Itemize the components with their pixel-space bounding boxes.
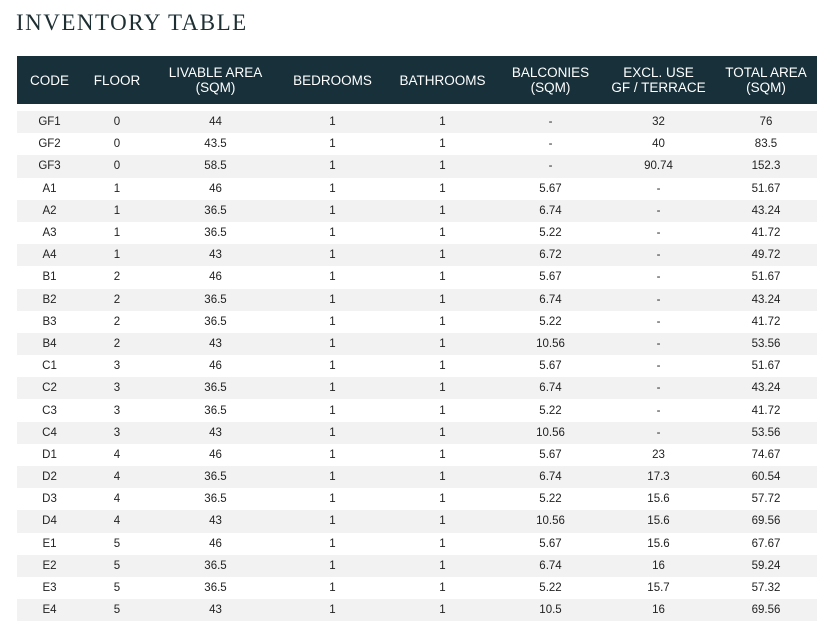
table-row	[17, 222, 817, 244]
cell-total-area: 69.56	[751, 604, 781, 617]
cell-floor: 4	[113, 471, 121, 484]
header-excl-use: EXCL. USE GF / TERRACE	[611, 65, 706, 95]
cell-floor: 1	[113, 204, 121, 217]
cell-code: E2	[42, 559, 57, 572]
table-row	[17, 577, 817, 599]
table-row	[17, 399, 817, 421]
cell-excl-use: -	[656, 204, 661, 217]
cell-livable-area: 36.5	[204, 404, 227, 417]
cell-livable-area: 46	[209, 537, 222, 550]
header-row	[17, 56, 817, 104]
cell-code: C1	[42, 360, 57, 373]
cell-livable-area: 36.5	[204, 315, 227, 328]
cell-livable-area: 36.5	[204, 204, 227, 217]
cell-livable-area: 43	[209, 249, 222, 262]
cell-bathrooms: 1	[439, 382, 446, 395]
cell-floor: 1	[113, 249, 121, 262]
cell-livable-area: 43.5	[204, 138, 227, 151]
cell-balconies: 6.72	[539, 249, 562, 262]
cell-code: B1	[42, 271, 57, 284]
cell-total-area: 60.54	[751, 471, 781, 484]
cell-balconies: 5.67	[539, 271, 562, 284]
cell-livable-area: 36.5	[204, 559, 227, 572]
cell-livable-area: 36.5	[204, 471, 227, 484]
cell-code: C3	[42, 404, 57, 417]
cell-balconies: 5.22	[539, 315, 562, 328]
cell-code: A4	[42, 249, 57, 262]
cell-excl-use: 16	[652, 604, 665, 617]
cell-total-area: 53.56	[751, 426, 781, 439]
cell-excl-use: 40	[652, 138, 665, 151]
cell-bedrooms: 1	[329, 448, 336, 461]
table-row	[17, 533, 817, 555]
table-row	[17, 266, 817, 288]
cell-livable-area: 43	[209, 337, 222, 350]
cell-bedrooms: 1	[329, 515, 336, 528]
cell-total-area: 74.67	[751, 448, 781, 461]
cell-balconies: 10.5	[539, 604, 562, 617]
cell-total-area: 57.72	[751, 493, 781, 506]
header-total-area: TOTAL AREA (SQM)	[725, 65, 807, 95]
cell-excl-use: 90.74	[644, 160, 673, 173]
cell-balconies: 5.67	[539, 537, 562, 550]
cell-total-area: 59.24	[751, 559, 781, 572]
cell-excl-use: -	[656, 271, 661, 284]
table-row	[17, 599, 817, 621]
cell-excl-use: -	[656, 293, 661, 306]
cell-code: GF3	[38, 160, 61, 173]
cell-bathrooms: 1	[439, 404, 446, 417]
cell-bathrooms: 1	[439, 227, 446, 240]
cell-floor: 3	[113, 360, 121, 373]
table-header	[17, 56, 817, 104]
cell-bathrooms: 1	[439, 537, 446, 550]
cell-total-area: 49.72	[751, 249, 781, 262]
cell-floor: 3	[113, 404, 121, 417]
cell-livable-area: 43	[209, 515, 222, 528]
cell-bedrooms: 1	[329, 271, 336, 284]
cell-code: B2	[42, 293, 57, 306]
cell-bathrooms: 1	[439, 604, 446, 617]
cell-excl-use: -	[656, 360, 661, 373]
cell-total-area: 43.24	[751, 204, 781, 217]
cell-total-area: 43.24	[751, 293, 781, 306]
cell-excl-use: -	[656, 249, 661, 262]
cell-livable-area: 36.5	[204, 493, 227, 506]
cell-floor: 5	[113, 537, 121, 550]
cell-bedrooms: 1	[329, 537, 336, 550]
cell-code: D2	[42, 471, 57, 484]
cell-balconies: 6.74	[539, 471, 562, 484]
page-title: INVENTORY TABLE	[16, 10, 248, 35]
cell-balconies: -	[548, 116, 553, 129]
header-floor: FLOOR	[93, 72, 141, 88]
cell-code: D4	[42, 515, 57, 528]
table-row	[17, 178, 817, 200]
cell-total-area: 57.32	[751, 582, 781, 595]
cell-excl-use: 23	[652, 448, 665, 461]
cell-bathrooms: 1	[439, 448, 446, 461]
cell-bathrooms: 1	[439, 271, 446, 284]
cell-livable-area: 44	[209, 116, 222, 129]
cell-balconies: 5.22	[539, 493, 562, 506]
header-livable-area: LIVABLE AREA (SQM)	[168, 65, 263, 95]
cell-total-area: 83.5	[754, 138, 778, 151]
cell-total-area: 53.56	[751, 337, 781, 350]
header-code: CODE	[29, 72, 69, 88]
cell-livable-area: 46	[209, 182, 222, 195]
cell-bedrooms: 1	[329, 315, 336, 328]
cell-excl-use: 15.6	[647, 537, 670, 550]
cell-code: A2	[42, 204, 57, 217]
cell-balconies: -	[548, 160, 553, 173]
cell-livable-area: 46	[209, 360, 222, 373]
cell-bedrooms: 1	[329, 249, 336, 262]
inventory-table	[17, 56, 817, 621]
cell-balconies: 6.74	[539, 293, 562, 306]
table-row	[17, 555, 817, 577]
table-row	[17, 333, 817, 355]
cell-balconies: 6.74	[539, 559, 562, 572]
cell-floor: 2	[113, 293, 121, 306]
cell-balconies: 10.56	[536, 515, 565, 528]
cell-livable-area: 36.5	[204, 293, 227, 306]
cell-bathrooms: 1	[439, 559, 446, 572]
cell-total-area: 51.67	[751, 271, 781, 284]
cell-bedrooms: 1	[329, 404, 336, 417]
cell-bathrooms: 1	[439, 116, 446, 129]
cell-bathrooms: 1	[439, 582, 446, 595]
table-row	[17, 244, 817, 266]
header-bathrooms: BATHROOMS	[399, 72, 486, 88]
cell-code: D1	[42, 448, 57, 461]
cell-total-area: 76	[759, 116, 773, 129]
cell-floor: 5	[113, 559, 121, 572]
cell-balconies: 5.22	[539, 404, 562, 417]
table-row	[17, 355, 817, 377]
spacer-row	[17, 104, 817, 111]
cell-floor: 1	[113, 227, 121, 240]
cell-balconies: 6.74	[539, 204, 562, 217]
cell-code: E3	[42, 582, 57, 595]
cell-livable-area: 36.5	[204, 582, 227, 595]
cell-code: A1	[42, 182, 57, 195]
cell-balconies: 5.22	[539, 227, 562, 240]
cell-code: A3	[42, 227, 57, 240]
cell-livable-area: 36.5	[204, 382, 227, 395]
cell-bathrooms: 1	[439, 493, 446, 506]
table-row	[17, 200, 817, 222]
header-bedrooms: BEDROOMS	[293, 72, 372, 88]
cell-excl-use: -	[656, 382, 661, 395]
cell-livable-area: 43	[209, 604, 222, 617]
cell-bathrooms: 1	[439, 315, 446, 328]
cell-floor: 0	[113, 138, 121, 151]
cell-total-area: 43.24	[751, 382, 781, 395]
table-row	[17, 488, 817, 510]
cell-floor: 3	[113, 426, 121, 439]
cell-bathrooms: 1	[439, 337, 446, 350]
table-row	[17, 466, 817, 488]
cell-livable-area: 46	[209, 448, 222, 461]
cell-bathrooms: 1	[439, 360, 446, 373]
cell-total-area: 51.67	[751, 360, 781, 373]
cell-floor: 2	[113, 271, 121, 284]
cell-excl-use: 15.7	[647, 582, 670, 595]
cell-excl-use: -	[656, 315, 661, 328]
cell-total-area: 41.72	[751, 315, 781, 328]
table-row	[17, 133, 817, 155]
cell-balconies: 6.74	[539, 382, 562, 395]
cell-balconies: 10.56	[536, 426, 565, 439]
cell-floor: 1	[113, 182, 121, 195]
inventory-table-container	[17, 56, 817, 621]
cell-excl-use: 15.6	[647, 493, 670, 506]
cell-code: E4	[42, 604, 57, 617]
header-spacer	[17, 104, 817, 111]
cell-bedrooms: 1	[329, 337, 336, 350]
cell-excl-use: -	[656, 182, 661, 195]
cell-total-area: 67.67	[751, 537, 781, 550]
cell-total-area: 41.72	[751, 404, 781, 417]
cell-code: B3	[42, 315, 57, 328]
cell-balconies: 5.67	[539, 360, 562, 373]
cell-bedrooms: 1	[329, 559, 336, 572]
spacer-cell	[17, 104, 817, 111]
table-row	[17, 289, 817, 311]
cell-bedrooms: 1	[329, 471, 336, 484]
cell-code: C4	[42, 426, 57, 439]
cell-excl-use: 16	[652, 559, 665, 572]
cell-code: B4	[42, 337, 57, 350]
table-row	[17, 311, 817, 333]
table-body	[17, 111, 817, 621]
cell-floor: 5	[113, 604, 121, 617]
cell-balconies: 10.56	[536, 337, 565, 350]
cell-livable-area: 43	[209, 426, 222, 439]
cell-bedrooms: 1	[329, 227, 336, 240]
cell-floor: 3	[113, 382, 121, 395]
cell-bathrooms: 1	[439, 249, 446, 262]
cell-bedrooms: 1	[329, 493, 336, 506]
cell-bathrooms: 1	[439, 515, 446, 528]
cell-excl-use: -	[656, 227, 661, 240]
table-row	[17, 510, 817, 532]
cell-excl-use: 15.6	[647, 515, 670, 528]
cell-bathrooms: 1	[439, 182, 446, 195]
table-row	[17, 155, 817, 177]
cell-bedrooms: 1	[329, 293, 336, 306]
cell-bedrooms: 1	[329, 360, 336, 373]
header-balconies: BALCONIES (SQM)	[511, 65, 590, 95]
cell-bedrooms: 1	[329, 138, 336, 151]
cell-total-area: 51.67	[751, 182, 781, 195]
cell-floor: 4	[113, 448, 121, 461]
cell-livable-area: 46	[209, 271, 222, 284]
cell-code: GF2	[38, 138, 61, 151]
table-row	[17, 377, 817, 399]
cell-bedrooms: 1	[329, 182, 336, 195]
cell-balconies: -	[548, 138, 553, 151]
cell-excl-use: 17.3	[647, 471, 670, 484]
cell-balconies: 5.67	[539, 182, 562, 195]
cell-bathrooms: 1	[439, 471, 446, 484]
cell-bathrooms: 1	[439, 426, 446, 439]
cell-bathrooms: 1	[439, 293, 446, 306]
cell-code: D3	[42, 493, 57, 506]
cell-bedrooms: 1	[329, 204, 336, 217]
cell-excl-use: -	[656, 426, 661, 439]
cell-bedrooms: 1	[329, 604, 336, 617]
cell-bedrooms: 1	[329, 382, 336, 395]
cell-total-area: 69.56	[751, 515, 781, 528]
cell-floor: 5	[113, 582, 121, 595]
cell-code: GF1	[38, 116, 61, 129]
cell-bedrooms: 1	[329, 160, 336, 173]
cell-bedrooms: 1	[329, 116, 336, 129]
cell-floor: 4	[113, 493, 121, 506]
cell-bathrooms: 1	[439, 160, 446, 173]
cell-bathrooms: 1	[439, 138, 446, 151]
cell-livable-area: 58.5	[204, 160, 227, 173]
cell-floor: 2	[113, 337, 121, 350]
cell-total-area: 41.72	[751, 227, 781, 240]
cell-total-area: 152.3	[751, 160, 781, 173]
cell-code: E1	[42, 537, 57, 550]
cell-balconies: 5.22	[539, 582, 562, 595]
cell-excl-use: 32	[652, 116, 665, 129]
cell-excl-use: -	[656, 337, 661, 350]
cell-livable-area: 36.5	[204, 227, 227, 240]
table-row	[17, 111, 817, 133]
cell-code: C2	[42, 382, 57, 395]
table-row	[17, 422, 817, 444]
cell-floor: 4	[113, 515, 121, 528]
table-row	[17, 444, 817, 466]
cell-floor: 0	[113, 116, 121, 129]
cell-balconies: 5.67	[539, 448, 562, 461]
cell-excl-use: -	[656, 404, 661, 417]
cell-bedrooms: 1	[329, 426, 336, 439]
cell-bedrooms: 1	[329, 582, 336, 595]
cell-floor: 0	[113, 160, 121, 173]
cell-bathrooms: 1	[439, 204, 446, 217]
cell-floor: 2	[113, 315, 121, 328]
